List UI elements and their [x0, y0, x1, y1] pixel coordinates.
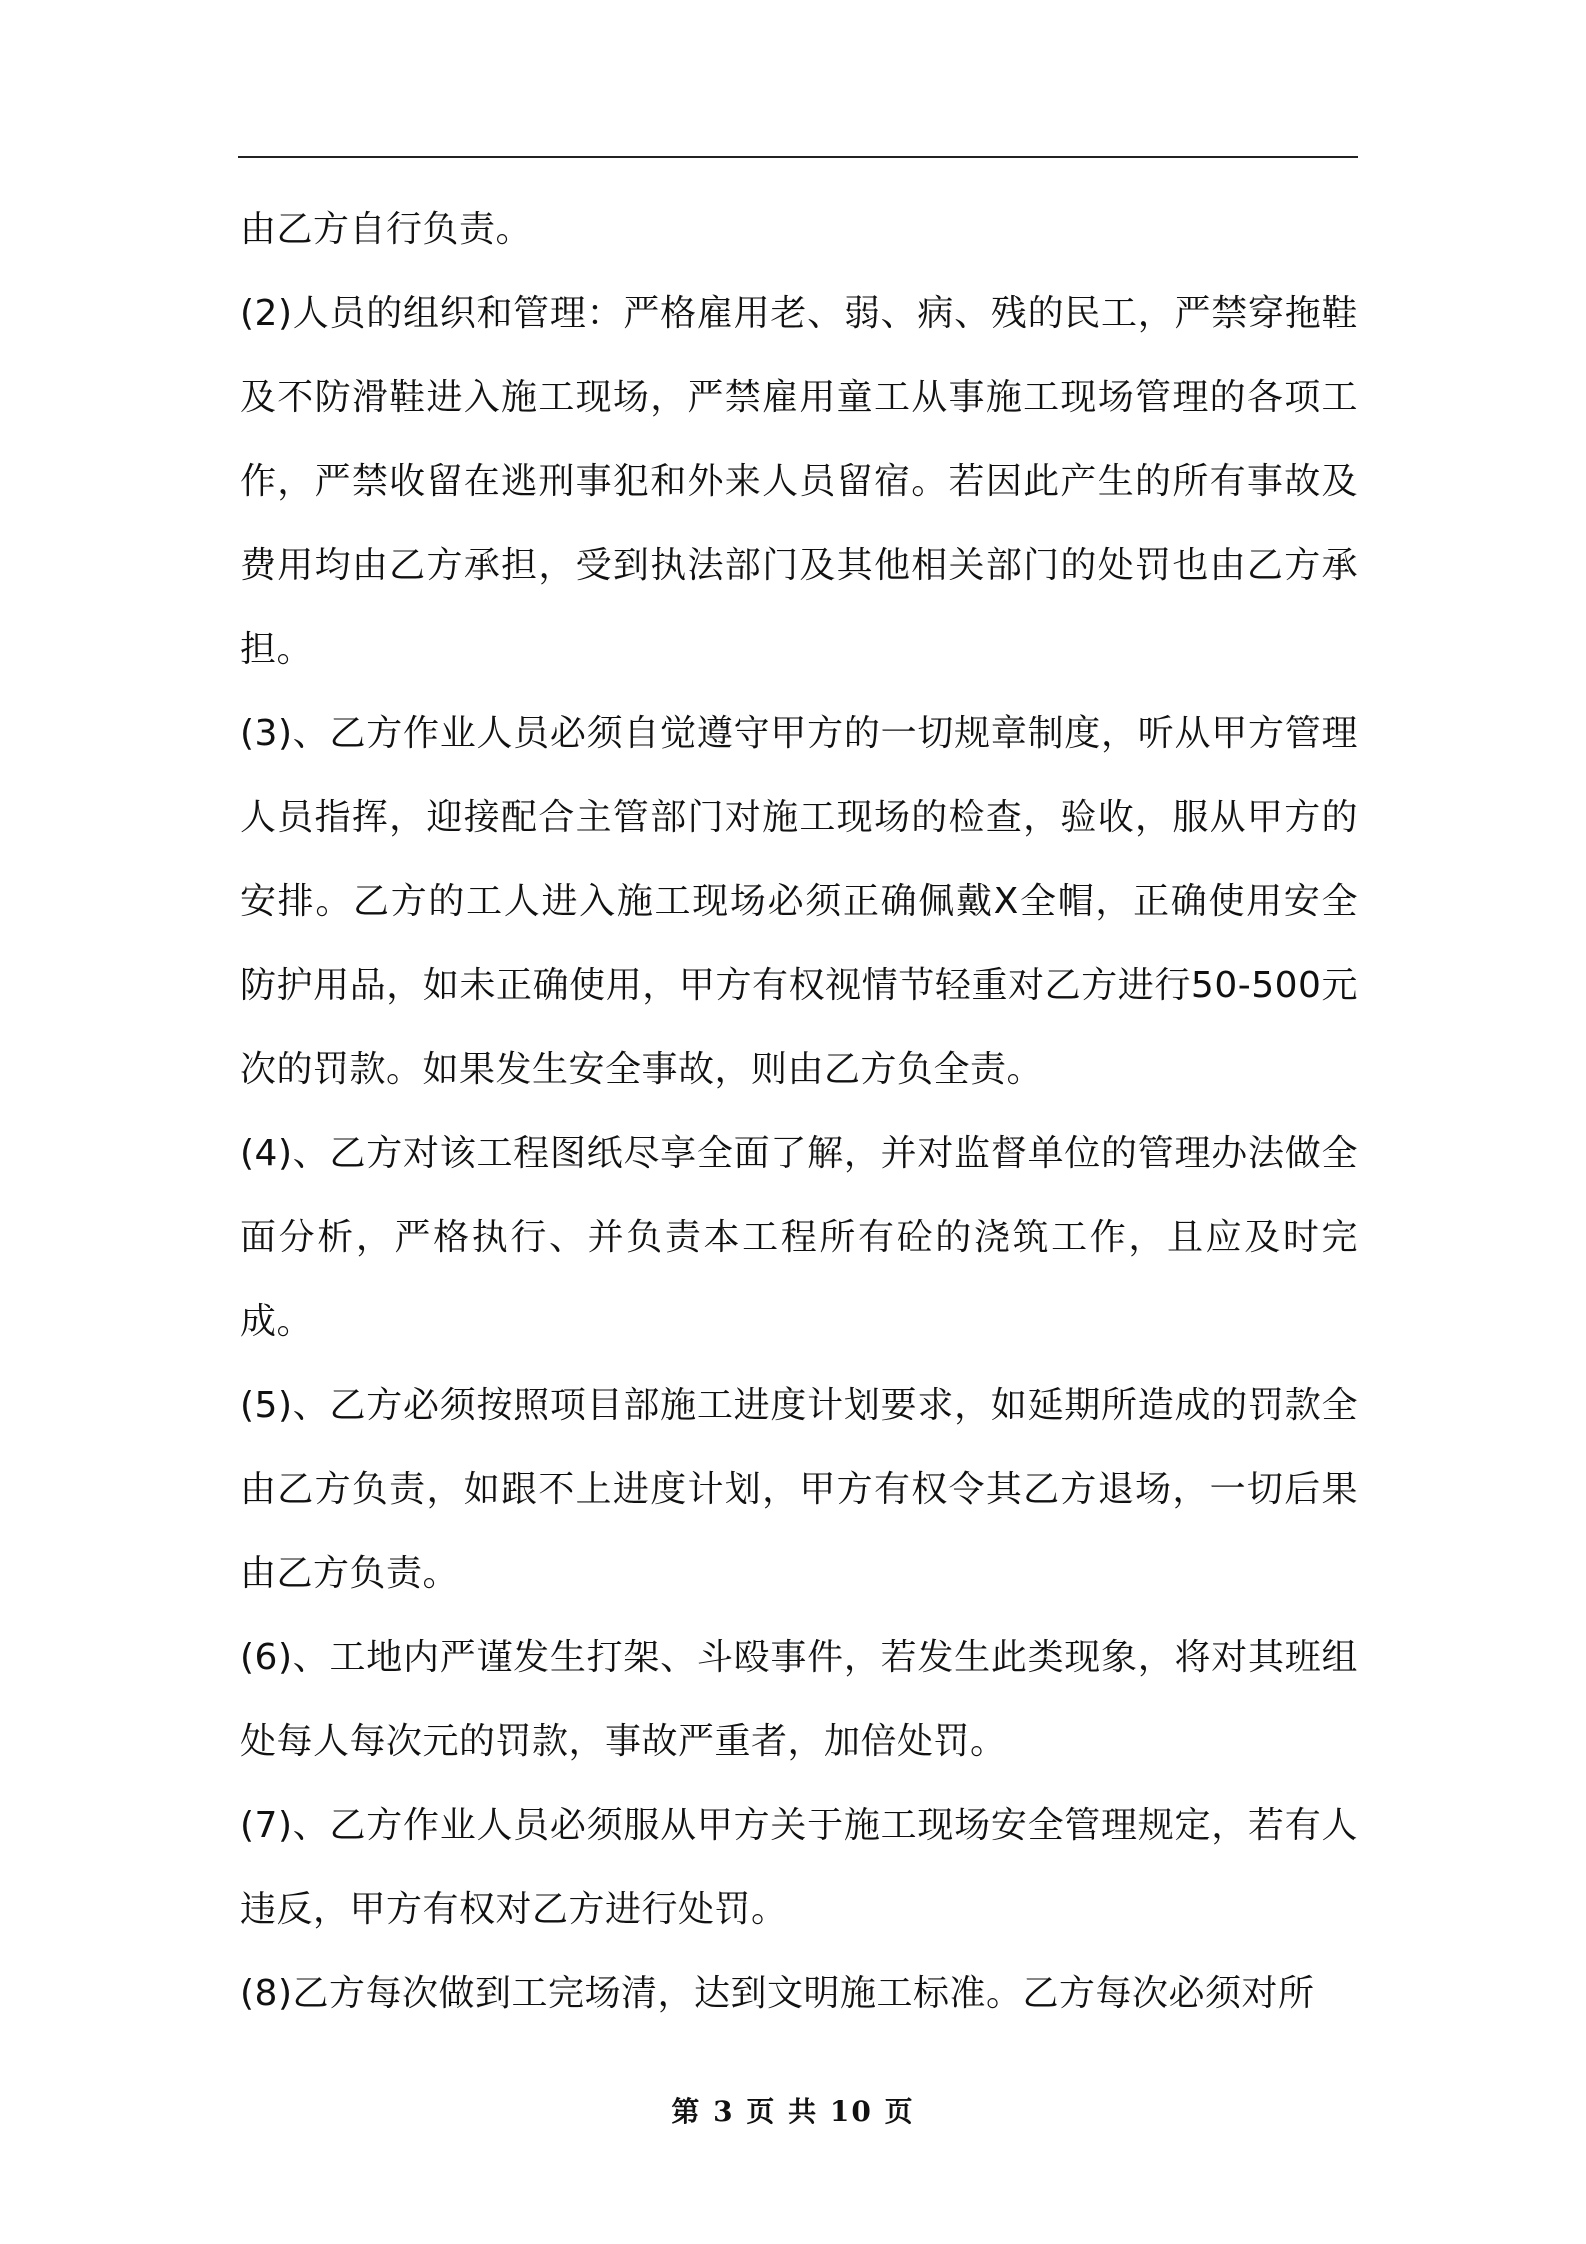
page-number-footer: 第 3 页 共 10 页 — [671, 2095, 915, 2128]
paragraph-item-4: (4)、乙方对该工程图纸尽享全面了解，并对监督单位的管理办法做全面分析，严格执行、并负责本工程所有砼的浇筑工作，且应及时完成。 — [240, 1133, 1358, 1342]
paragraph-item-6: (6)、工地内严谨发生打架、斗殴事件，若发生此类现象，将对其班组处每人每次元的罚款，事故严重者，加倍处罚。 — [240, 1637, 1358, 1762]
paragraph-item-7: (7)、乙方作业人员必须服从甲方关于施工现场安全管理规定，若有人违反，甲方有权对乙方进行处罚。 — [240, 1805, 1358, 1930]
paragraph-continuation: 由乙方自行负责。 — [240, 209, 533, 250]
paragraph-item-3: (3)、乙方作业人员必须自觉遵守甲方的一切规章制度，听从甲方管理人员指挥，迎接配合主管部门对施工现场的检查，验收，服从甲方的安排。乙方的工人进入施工现场必须正确佩戴X全帽，正确使用安全防护用品，如未正确使用，甲方有权视情节轻重对乙方进行50-500元次的罚款。如果发生安全事故，则由乙方负全责。 — [240, 713, 1358, 1090]
document-body — [240, 188, 1358, 2036]
header-rule — [238, 156, 1358, 158]
paragraph-item-2: (2)人员的组织和管理：严格雇用老、弱、病、残的民工，严禁穿拖鞋及不防滑鞋进入施工现场，严禁雇用童工从事施工现场管理的各项工作，严禁收留在逃刑事犯和外来人员留宿。若因此产生的所有事故及费用均由乙方承担，受到执法部门及其他相关部门的处罚也由乙方承担。 — [240, 293, 1358, 670]
paragraph-item-8: (8)乙方每次做到工完场清，达到文明施工标准。乙方每次必须对所 — [240, 1973, 1315, 2014]
paragraph-item-5: (5)、乙方必须按照项目部施工进度计划要求，如延期所造成的罚款全由乙方负责，如跟不上进度计划，甲方有权令其乙方退场，一切后果由乙方负责。 — [240, 1385, 1358, 1594]
